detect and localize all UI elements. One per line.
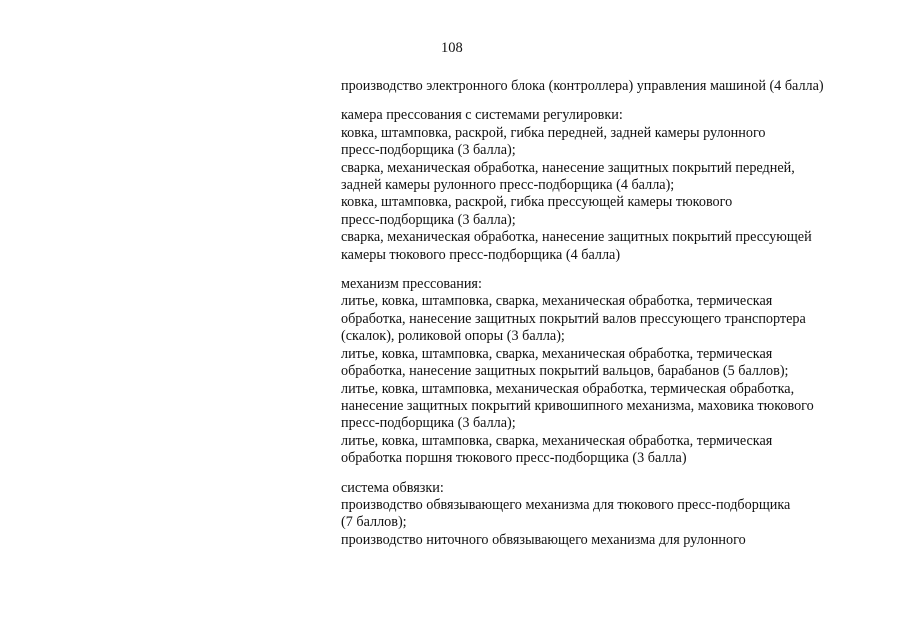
text-line: (7 баллов);	[341, 514, 407, 531]
text-line: ковка, штамповка, раскрой, гибка передней, задней камеры рулонного	[341, 124, 766, 141]
section-binding-system	[341, 480, 881, 550]
text-line: ковка, штамповка, раскрой, гибка прессующей камеры тюкового	[341, 194, 733, 211]
section-heading: механизм прессования:	[341, 276, 482, 293]
text-line: производство ниточного обвязывающего механизма для рулонного	[341, 531, 746, 548]
section-heading: система обвязки:	[341, 479, 444, 496]
text-line: камеры тюкового пресс-подборщика (4 балла)	[341, 246, 621, 263]
text-line: сварка, механическая обработка, нанесение защитных покрытий прессующей	[341, 229, 812, 246]
text-line: обработка, нанесение защитных покрытий валов прессующего транспортера	[341, 310, 806, 327]
text-line: производство обвязывающего механизма для тюкового пресс-подборщика	[341, 496, 791, 513]
section-heading: камера прессования с системами регулировки:	[341, 107, 623, 124]
text-line: литье, ковка, штамповка, сварка, механическая обработка, термическая	[341, 293, 773, 310]
text-line: нанесение защитных покрытий кривошипного механизма, маховика тюкового	[341, 397, 814, 414]
text-line: (скалок), роликовой опоры (3 балла);	[341, 328, 565, 345]
document-body	[341, 78, 881, 561]
section-pressing-chamber	[341, 107, 881, 264]
text-line: пресс-подборщика (3 балла);	[341, 211, 516, 228]
intro-paragraph: производство электронного блока (контроллера) управления машиной (4 балла)	[341, 78, 824, 94]
text-line: литье, ковка, штамповка, сварка, механическая обработка, термическая	[341, 432, 773, 449]
text-line: пресс-подборщика (3 балла);	[341, 415, 516, 432]
text-line: литье, ковка, штамповка, механическая обработка, термическая обработка,	[341, 380, 795, 397]
section-pressing-mechanism	[341, 276, 881, 467]
text-line: литье, ковка, штамповка, сварка, механическая обработка, термическая	[341, 345, 773, 362]
text-line: задней камеры рулонного пресс-подборщика (4 балла);	[341, 177, 675, 194]
text-line: обработка поршня тюкового пресс-подборщика (3 балла)	[341, 450, 687, 467]
text-line: пресс-подборщика (3 балла);	[341, 142, 516, 159]
page-number: 108	[441, 40, 463, 56]
text-line: сварка, механическая обработка, нанесение защитных покрытий передней,	[341, 159, 795, 176]
text-line: обработка, нанесение защитных покрытий вальцов, барабанов (5 баллов);	[341, 363, 789, 380]
